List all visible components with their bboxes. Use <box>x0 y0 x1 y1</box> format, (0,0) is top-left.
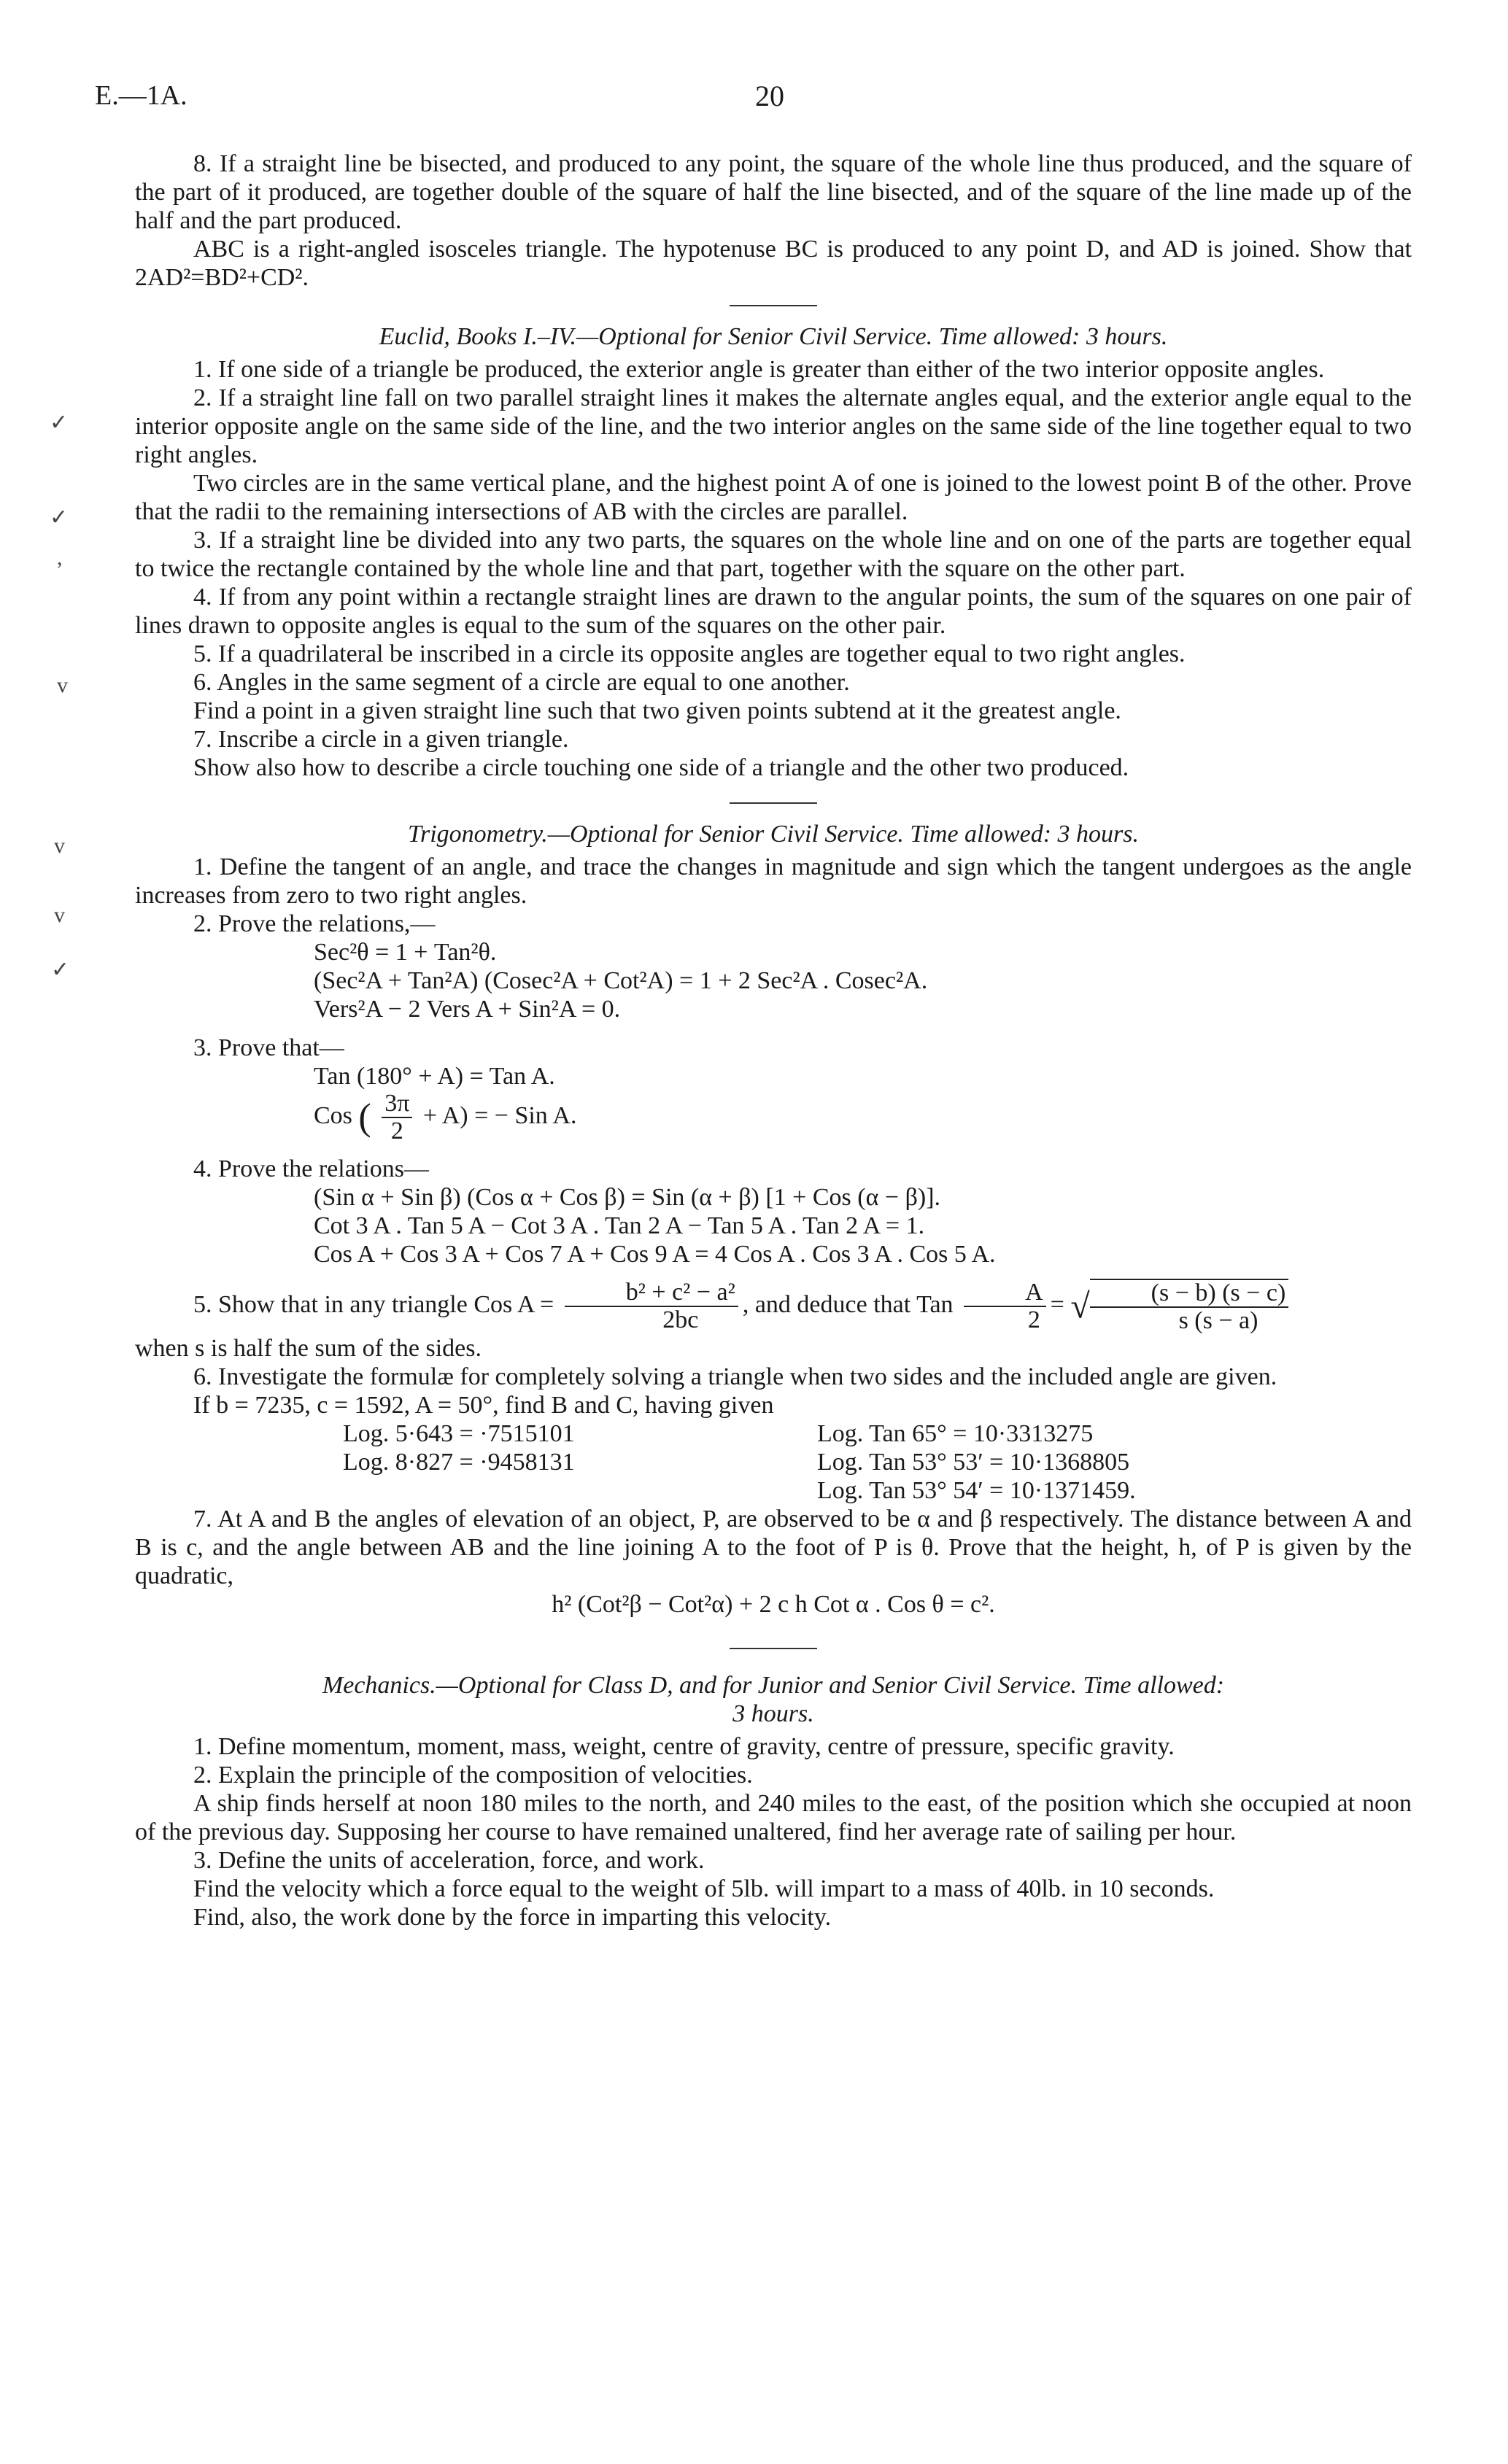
log-entry: Log. Tan 53° 54′ = 10·1371459. <box>817 1477 1136 1504</box>
trig-q3-eq1: Tan (180° + A) = Tan A. <box>314 1063 555 1090</box>
trig-heading: Trigonometry.—Optional for Senior Civil Service. Time allowed: 3 hours. <box>407 821 1140 848</box>
log-entry: Log. Tan 65° = 10·3313275 <box>817 1420 1094 1447</box>
log-table <box>343 1419 1412 1505</box>
sqrt-sign-icon: √ <box>1070 1287 1090 1326</box>
log-entry: Log. Tan 53° 53′ = 10·1368805 <box>817 1449 1130 1476</box>
trig-q2-eq2: (Sec²A + Tan²A) (Cosec²A + Cot²A) = 1 + 2 Sec²A . Cosec²A. <box>314 967 928 994</box>
mech-q1: 1. Define momentum, moment, mass, weight, centre of gravity, centre of pressure, specific gravity. <box>193 1733 1175 1760</box>
trig-q4-eq3: Cos A + Cos 3 A + Cos 7 A + Cos 9 A = 4 Cos A . Cos 3 A . Cos 5 A. <box>314 1241 996 1268</box>
euclid-q2: 2. If a straight line fall on two parallel straight lines it makes the alternate angles equal, and the exterior angle equal to the interior opposite angle on the same side of the line, and the two interior angles on the same side of the line together equal to two right angles. <box>135 384 1412 468</box>
euclid-q1: 1. If one side of a triangle be produced, the exterior angle is greater than either of the two interior opposite angles. <box>193 356 1325 383</box>
trig-q5: 5. Show that in any triangle Cos A = $\frac{\text{b² + c² − a²}}{2bc}$ , and deduce that Tan $\frac{A}{2}$ = √ $\frac{(s - b) (s - c)}{s (s - a)}$ <box>135 1279 1412 1334</box>
fraction-3pi-over-2: $\frac{3\pi}{2}$ <box>382 1090 412 1144</box>
trig-q3: 3. Prove that— <box>193 1034 344 1061</box>
trig-q2: 2. Prove the relations,— <box>193 910 436 937</box>
trig-q3-eq2: Cos ( $\frac{3\pi}{2}$ + A) = − Sin A. <box>314 1090 577 1144</box>
margin-tick-mark: ✓ <box>50 411 69 435</box>
euclid-q6-rider: Find a point in a given straight line such that two given points subtend at it the greatest angle. <box>193 697 1121 724</box>
fraction-a-over-2: $\frac{A}{2}$ <box>964 1279 1046 1333</box>
margin-mark: v <box>57 673 68 697</box>
page-number: 20 <box>755 80 784 112</box>
trig-q6-given: If b = 7235, c = 1592, A = 50°, find B and C, having given <box>193 1392 774 1419</box>
mech-q2: 2. Explain the principle of the composition of velocities. <box>193 1762 753 1789</box>
geometry-q8-rider: ABC is a right-angled isosceles triangle. The hypotenuse BC is produced to any point D, and AD is joined. Show that 2AD²=BD²+CD². <box>135 236 1412 291</box>
trig-q6: 6. Investigate the formulæ for completely solving a triangle when two sides and the included angle are given. <box>193 1363 1277 1390</box>
trig-q4-eq2: Cot 3 A . Tan 5 A − Cot 3 A . Tan 2 A − Tan 5 A . Tan 2 A = 1. <box>314 1212 925 1239</box>
euclid-q2-rider: Two circles are in the same vertical plane, and the highest point A of one is joined to the lowest point B of the other. Prove that the radii to the remaining intersections of AB with the circles are parallel. <box>135 470 1412 525</box>
page-header-ref: E.—1A. <box>95 80 187 111</box>
trig-q2-eq3: Vers²A − 2 Vers A + Sin²A = 0. <box>314 996 621 1023</box>
fraction-sqrt: $\frac{(s - b) (s - c)}{s (s - a)}$ <box>1090 1279 1289 1334</box>
euclid-q3: 3. If a straight line be divided into any two parts, the squares on the whole line and on one of the parts are together equal to twice the rectangle contained by the whole line and that part, together with the square on the other part. <box>135 527 1412 582</box>
mech-heading: Mechanics.—Optional for Class D, and for Junior and Senior Civil Service. Time allowed: <box>322 1672 1225 1699</box>
trig-q4: 4. Prove the relations— <box>193 1155 429 1182</box>
euclid-q7: 7. Inscribe a circle in a given triangle. <box>193 726 569 753</box>
margin-mark: , <box>57 546 63 570</box>
trig-q7-eq: h² (Cot²β − Cot²α) + 2 c h Cot α . Cos θ = c². <box>552 1591 995 1618</box>
euclid-q6: 6. Angles in the same segment of a circle are equal to one another. <box>193 669 850 696</box>
section-divider <box>730 1648 817 1649</box>
log-entry: Log. 8·827 = ·9458131 <box>343 1449 575 1476</box>
trig-q1: 1. Define the tangent of an angle, and trace the changes in magnitude and sign which the tangent undergoes as the angle increases from zero to two right angles. <box>135 853 1412 909</box>
trig-q2-eq1: Sec²θ = 1 + Tan²θ. <box>314 939 497 966</box>
section-divider <box>730 305 817 306</box>
document-body <box>135 150 1412 1932</box>
mech-q3: 3. Define the units of acceleration, force, and work. <box>193 1847 705 1874</box>
trig-q7: 7. At A and B the angles of elevation of an object, P, are observed to be α and β respectively. The distance between A and B is c, and the angle between AB and the line joining A to the foot of P is θ. Prove that the height, h, of P is given by the quadratic, <box>135 1506 1412 1589</box>
trig-q5-note: when s is half the sum of the sides. <box>135 1335 482 1362</box>
log-entry: Log. 5·643 = ·7515101 <box>343 1420 575 1447</box>
mech-q3-rider: Find the velocity which a force equal to the weight of 5lb. will impart to a mass of 40lb. in 10 seconds. <box>193 1875 1215 1902</box>
mech-q2-rider: A ship finds herself at noon 180 miles to the north, and 240 miles to the east, of the position which she occupied at noon of the previous day. Supposing her course to have remained unaltered, find her average rate of sailing per hour. <box>135 1790 1412 1845</box>
mech-heading-time: 3 hours. <box>732 1700 814 1727</box>
geometry-q8: 8. If a straight line be bisected, and produced to any point, the square of the whole line thus produced, and the square of the part of it produced, are together double of the square of half the line bisected, and of the square of the line made up of the half and the part produced. <box>135 150 1412 234</box>
euclid-heading: Euclid, Books I.–IV.—Optional for Senior Civil Service. Time allowed: 3 hours. <box>379 323 1168 350</box>
margin-tick-mark: ✓ <box>50 505 69 530</box>
euclid-q4: 4. If from any point within a rectangle straight lines are drawn to the angular points, the sum of the squares on one pair of lines drawn to opposite angles is equal to the sum of the squares on the other pair. <box>135 584 1412 639</box>
margin-tick-mark: ✓ <box>51 958 70 982</box>
mech-q3-rider-2: Find, also, the work done by the force in imparting this velocity. <box>193 1904 832 1931</box>
cos-label: Cos <box>314 1101 352 1129</box>
fraction-cos-a: $\frac{\text{b² + c² − a²}}{2bc}$ <box>565 1279 738 1333</box>
log-entry <box>343 1476 817 1505</box>
margin-mark: v <box>54 834 65 858</box>
euclid-q7-rider: Show also how to describe a circle touching one side of a triangle and the other two produced. <box>193 754 1129 781</box>
euclid-q5: 5. If a quadrilateral be inscribed in a circle its opposite angles are together equal to two right angles. <box>193 640 1186 667</box>
margin-mark: v <box>54 903 65 927</box>
trig-q4-eq1: (Sin α + Sin β) (Cos α + Cos β) = Sin (α + β) [1 + Cos (α − β)]. <box>314 1184 941 1211</box>
section-divider <box>730 802 817 804</box>
